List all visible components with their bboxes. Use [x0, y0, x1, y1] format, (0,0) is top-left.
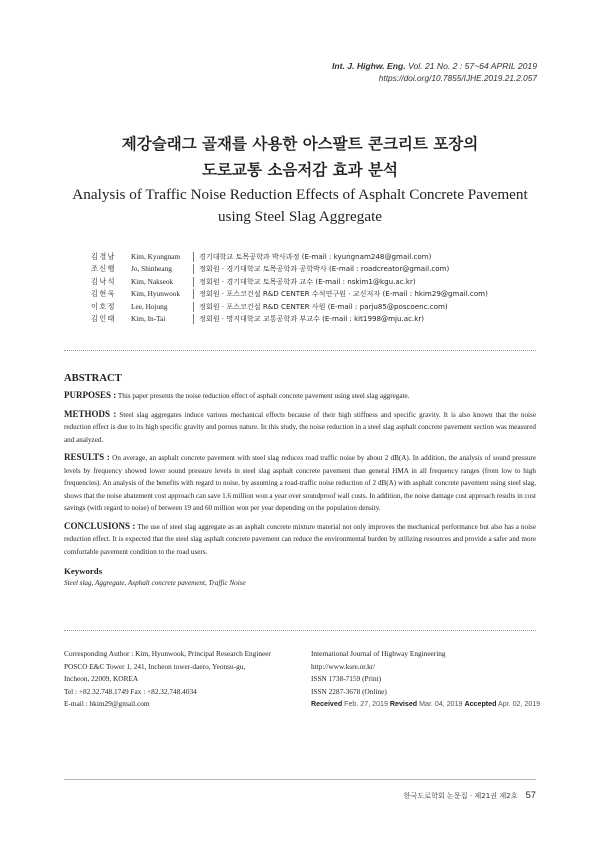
issn-print: ISSN 1738-7159 (Print) — [311, 674, 382, 684]
author-affiliation: 정회원 · 명지대학교 교통공학과 부교수 (E-mail : kit1998@mju.ac.kr) — [199, 313, 425, 323]
author-divider — [193, 252, 194, 262]
abstract-results — [64, 451, 536, 515]
author-affiliation: 정회원 · 경기대학교 토목공학과 교수 (E-mail : nskim1@kgu.ac.kr) — [199, 276, 416, 286]
section-divider — [64, 350, 536, 351]
revised-label: Revised — [389, 700, 418, 709]
corresponding-address-line: POSCO E&C Tower 1, 241, Incheon tower-daero, Yeonsu-gu, — [64, 661, 246, 671]
journal-citation-volume: Vol. 21 No. 2 : 57~64 APRIL 2019 — [405, 61, 537, 71]
author-name-en: Kim, In-Tai — [131, 313, 166, 323]
revised-date: Mar. 04, 2019 — [419, 700, 463, 709]
keywords-text: Steel slag, Aggregate, Asphalt concrete pavement, Traffic Noise — [64, 579, 246, 587]
conclusions-label: CONCLUSIONS : — [64, 520, 136, 531]
author-divider — [193, 302, 194, 312]
journal-header — [332, 60, 537, 84]
title-english-line1: Analysis of Traffic Noise Reduction Effects of Asphalt Concrete Pavement — [72, 186, 528, 203]
title-korean-line2: 도로교통 소음저감 효과 분석 — [202, 161, 398, 179]
journal-name: International Journal of Highway Engineering — [311, 649, 446, 658]
corresponding-author-block — [64, 648, 271, 711]
received-label: Received — [311, 700, 343, 709]
author-name-en: Kim, Kyungnam — [131, 252, 181, 261]
author-affiliation: 정회원 · 포스코건설 R&D CENTER 수석연구원 · 교신저자 (E-mail : hkim29@gmail.com) — [199, 289, 488, 299]
title-english-line2: using Steel Slag Aggregate — [217, 208, 383, 225]
journal-info-block — [311, 648, 540, 711]
accepted-label: Accepted — [464, 700, 497, 709]
corresponding-author-line: Corresponding Author : Kim, Hyunwook, Principal Research Engineer — [64, 649, 271, 658]
keywords-heading: Keywords — [64, 566, 103, 576]
methods-text: Steel slag aggregates induce various mechanical effects because of their high stiffness and specific gravity. It is also known that the noise reduction effect is due to its high specific gravity and porous nature. In this study, the noise reduction in a steel slag asphalt concrete pavement section was measured and analyzed. — [64, 410, 536, 444]
author-name-ko: 김현욱 — [91, 289, 116, 299]
abstract-methods — [64, 408, 536, 447]
journal-citation — [332, 60, 537, 72]
page-number: 57 — [525, 789, 536, 800]
footer-journal-name: 한국도로학회 논문집 · 제21권 제2호 — [403, 791, 518, 800]
author-name-en: Jo, Shinheang — [131, 264, 172, 274]
author-affiliation: 경기대학교 토목공학과 박사과정 (E-mail : kyungnam248@gmail.com) — [199, 252, 432, 261]
author-name-ko: 김경남 — [91, 252, 116, 261]
author-name-en: Lee, Hojung — [131, 301, 168, 311]
author-affiliation: 정회원 · 경기대학교 토목공학과 공학박사 (E-mail : roadcreator@gmail.com) — [199, 264, 450, 274]
corresponding-email-line[interactable]: E-mail : hkim29@gmail.com — [64, 699, 150, 709]
abstract-heading: ABSTRACT — [64, 373, 122, 384]
abstract-section — [64, 373, 536, 589]
journal-url[interactable]: http://www.ksre.or.kr/ — [311, 661, 376, 671]
results-label: RESULTS : — [64, 452, 110, 462]
accepted-date: Apr. 02, 2019 — [498, 700, 541, 709]
author-divider — [193, 264, 194, 274]
abstract-conclusions — [64, 520, 536, 559]
submission-dates — [311, 698, 540, 711]
title-korean-line1: 제강슬래그 골재를 사용한 아스팔트 콘크리트 포장의 — [121, 135, 479, 153]
corresponding-phone-line: Tel : +82.32.748.1749 Fax : +82.32.748.4034 — [64, 686, 197, 696]
methods-label: METHODS : — [64, 408, 117, 419]
author-divider — [193, 314, 194, 324]
author-name-ko: 조신행 — [91, 264, 116, 274]
issn-online: ISSN 2287-3678 (Online) — [311, 686, 387, 696]
author-name-en: Kim, Nakseok — [131, 276, 174, 286]
author-divider — [193, 289, 194, 299]
footer-divider — [64, 779, 536, 780]
author-name-ko: 김인태 — [91, 313, 116, 323]
journal-citation-name: Int. J. Highw. Eng. — [332, 61, 406, 71]
author-name-ko: 김낙석 — [91, 276, 116, 286]
purposes-label: PURPOSES : — [64, 390, 117, 400]
author-name-ko: 이호정 — [91, 301, 116, 311]
purposes-text: This paper presents the noise reduction effect of asphalt concrete pavement using steel slag aggregate. — [116, 392, 410, 400]
author-divider — [193, 277, 194, 287]
conclusions-text: The use of steel slag aggregate as an asphalt concrete mixture material not only improves the mechanical performance but also has a noise reduction effect. It is expected that the steel slag asphalt concrete pavement can reduce the environmental burden by utilizing resources and provide a safer and more comfortable pavement condition to the road users. — [64, 522, 536, 556]
abstract-purposes — [64, 389, 536, 403]
page-footer — [404, 789, 536, 801]
received-date: Feb. 27, 2019 — [344, 700, 388, 709]
corresponding-address-line: Incheon, 22009, KOREA — [64, 674, 139, 684]
author-affiliation: 정회원 · 포스코건설 R&D CENTER 사원 (E-mail : parju85@poscoenc.com) — [199, 301, 448, 311]
title-english — [0, 184, 600, 228]
title-korean — [0, 131, 600, 183]
journal-doi[interactable]: https://doi.org/10.7855/IJHE.2019.21.2.057 — [378, 73, 537, 83]
results-text: On average, an asphalt concrete pavement with steel slag reduces road traffic noise by about 2 dB(A). In addition, the analysis of sound pressure levels by frequency showed lower sound pressure levels in steel slag asphalt concrete pavement than general HMA in all frequency ranges (from low to high frequencies). An analysis of the benefits with regard to noise, by assuming a road-traffic noise reduction of 2 dB(A) with asphalt concrete pavement using steel slag, shows that the noise abatement cost approach can save 1.6 million won a year over soundproof wall costs. In addition, the noise damage cost approach results in cost savings (with regard to noise) of between 19 and 60 million won per year depending on the population density. — [64, 454, 536, 512]
section-divider — [64, 630, 536, 631]
author-name-en: Kim, Hyunwook — [131, 289, 181, 299]
